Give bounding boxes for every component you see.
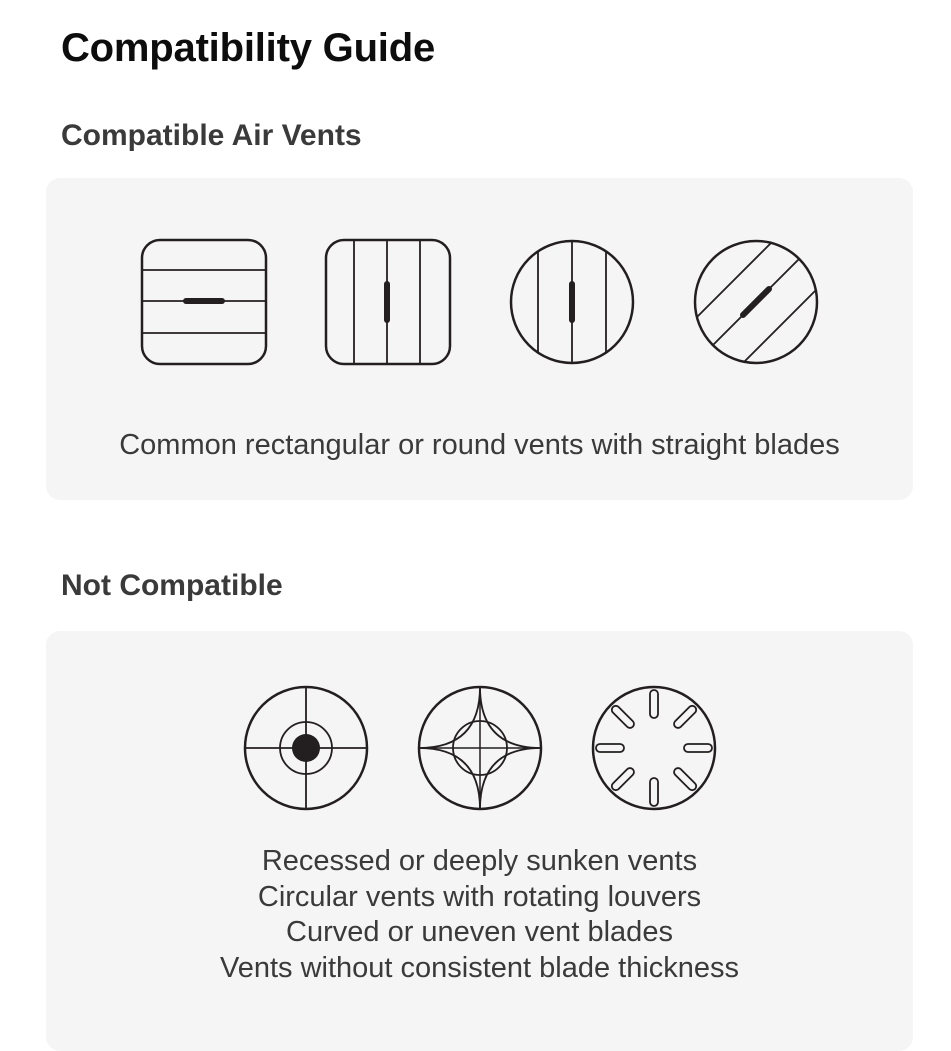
list-item: Circular vents with rotating louvers [257,880,702,913]
radial-slot-round-vent-icon [590,684,718,812]
compatible-section-heading: Compatible Air Vents [61,119,362,152]
recessed-crosshair-vent-icon [242,684,370,812]
compatible-vents-panel [46,178,913,500]
incompatible-reasons-list [46,844,913,986]
incompatible-section-heading: Not Compatible [61,569,283,602]
compatible-icon-row [46,238,913,366]
horizontal-blade-square-vent-icon [140,238,268,366]
vertical-blade-square-vent-icon [324,238,452,366]
incompatible-vents-panel [46,631,913,1051]
list-item: Vents without consistent blade thickness [219,951,740,984]
incompatible-icon-row [46,684,913,812]
list-item: Recessed or deeply sunken vents [261,845,698,877]
diagonal-blade-round-vent-icon [692,238,820,366]
page-title: Compatibility Guide [61,26,435,70]
vertical-blade-round-vent-icon [508,238,636,366]
curved-louver-round-vent-icon [416,684,544,812]
compatible-caption: Common rectangular or round vents with straight blades [119,429,840,461]
list-item: Curved or uneven vent blades [286,916,673,948]
